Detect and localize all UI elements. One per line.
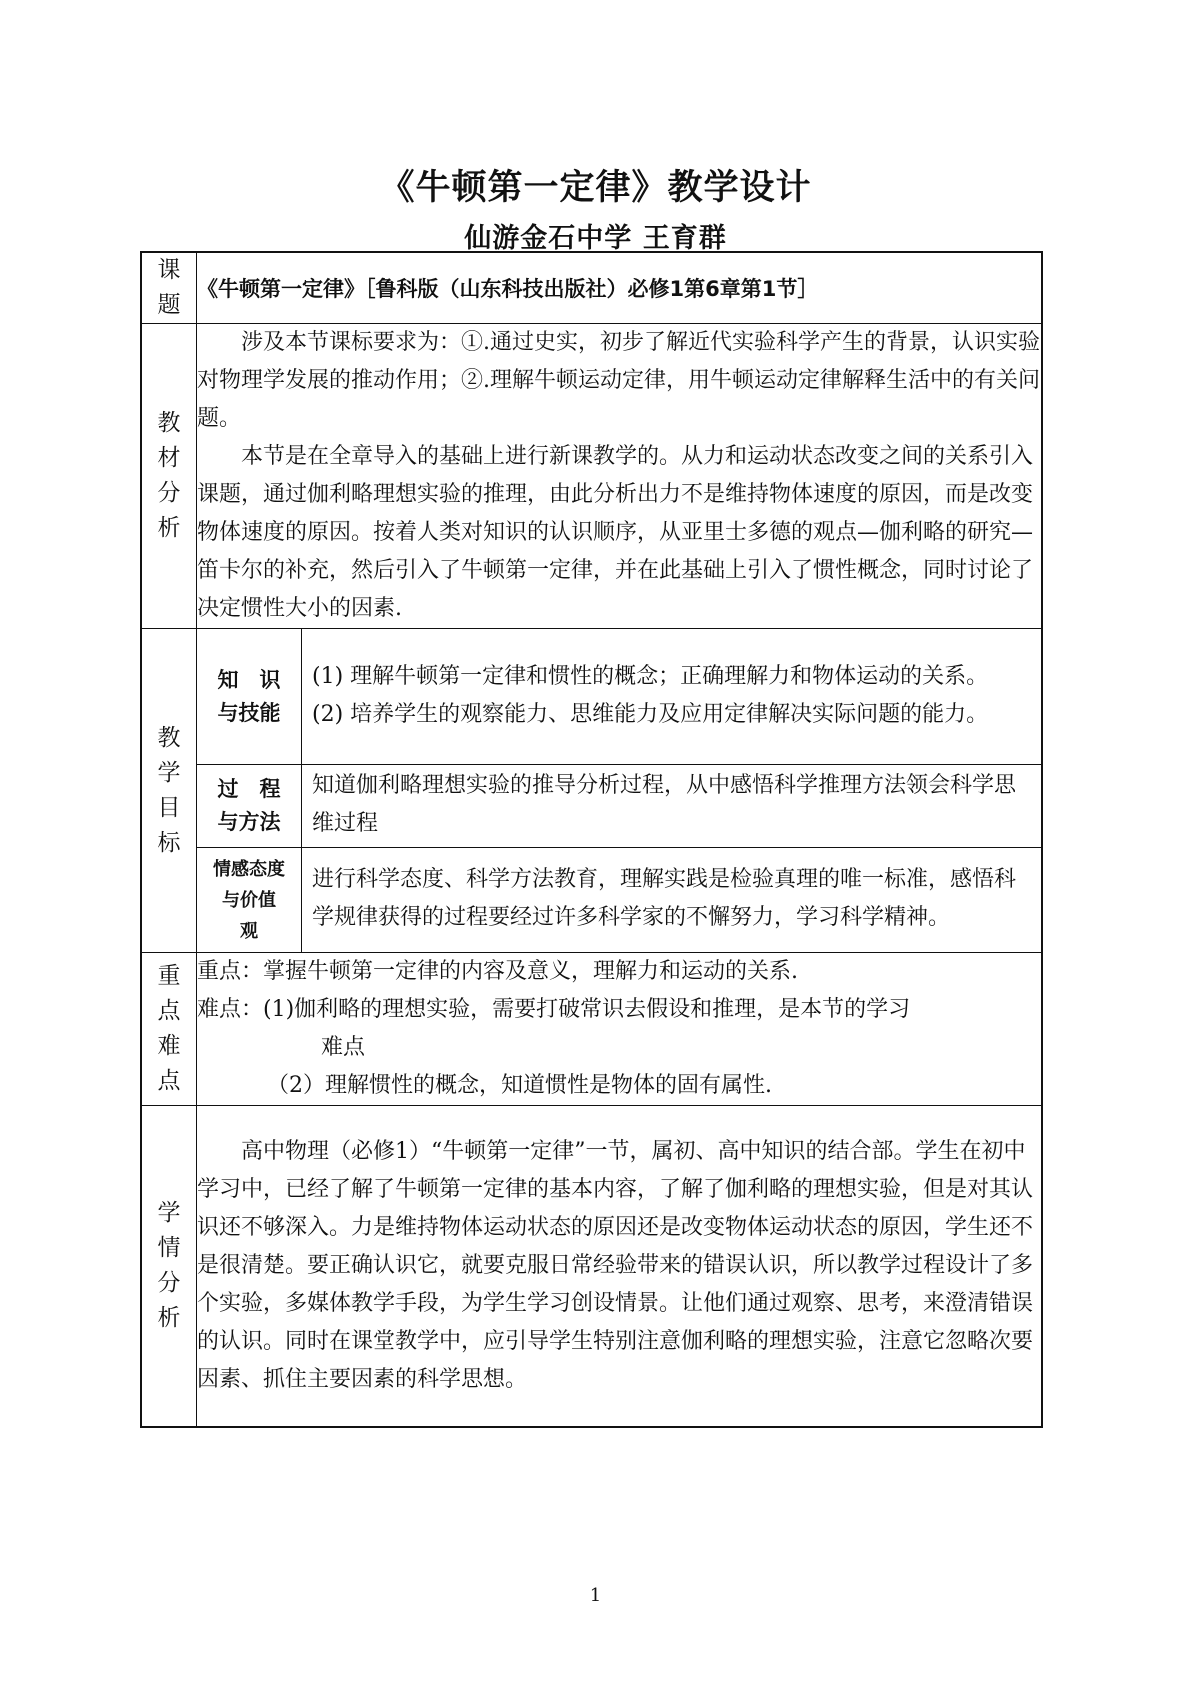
teaching-goals-content	[197, 629, 1043, 953]
goal-emotion-label: 情感态度 与价值 观	[197, 848, 302, 953]
textbook-analysis-content	[197, 324, 1043, 629]
key-point: 重点：掌握牛顿第一定律的内容及意义，理解力和运动的关系.	[197, 959, 798, 984]
goals-subtable	[197, 629, 1041, 952]
student-analysis-label: 学 情 分 析	[141, 1106, 197, 1428]
student-analysis-row	[141, 1106, 1042, 1428]
goal-knowledge-text: (1) 理解牛顿第一定律和惯性的概念；正确理解力和物体运动的关系。 (2) 培养学生的观察能力、思维能力及应用定律解决实际问题的能力。	[302, 629, 1042, 765]
subject-label: 课 题	[141, 252, 197, 324]
document-title: 《牛顿第一定律》教学设计	[379, 168, 812, 208]
textbook-analysis-label: 教 材 分 析	[141, 324, 197, 629]
teaching-goals-row	[141, 629, 1042, 953]
goal-knowledge-row	[197, 629, 1041, 765]
goal-process-text: 知道伽利略理想实验的推导分析过程，从中感悟科学推理方法领会科学思维过程	[302, 765, 1042, 848]
goal-process-row	[197, 765, 1041, 848]
teaching-goals-label: 教 学 目 标	[141, 629, 197, 953]
key-difficult-content	[197, 953, 1043, 1106]
textbook-paragraph: 本节是在全章导入的基础上进行新课教学的。从力和运动状态改变之间的关系引入课题，通过伽利略理想实验的推理，由此分析出力不是维持物体速度的原因，而是改变物体速度的原因。按着人类对知识的认识顺序，从亚里士多德的观点—伽利略的研究—笛卡尔的补充，然后引入了牛顿第一定律，并在此基础上引入了惯性概念，同时讨论了决定惯性大小的因素.	[197, 444, 1034, 621]
difficult-point-1: 难点：(1)伽利略的理想实验，需要打破常识去假设和推理，是本节的学习	[197, 997, 911, 1022]
author-line: 仙游金石中学 王育群	[464, 223, 727, 254]
student-analysis-paragraph: 高中物理（必修1）“牛顿第一定律”一节，属初、高中知识的结合部。学生在初中学习中，已经了解了牛顿第一定律的基本内容，了解了伽利略的理想实验，但是对其认识还不够深入。力是维持物体运动状态的原因还是改变物体运动状态的原因，学生还不是很清楚。要正确认识它，就要克服日常经验带来的错误认识，所以教学过程设计了多个实验，多媒体教学手段，为学生学习创设情景。让他们通过观察、思考，来澄清错误的认识。同时在课堂教学中，应引导学生特别注意伽利略的理想实验，注意它忽略次要因素、抓住主要因素的科学思想。	[197, 1139, 1034, 1392]
lesson-plan-table	[140, 251, 1043, 1428]
key-difficult-label: 重 点 难 点	[141, 953, 197, 1106]
key-difficult-row	[141, 953, 1042, 1106]
textbook-analysis-row	[141, 324, 1042, 629]
goal-process-label: 过 程 与方法	[197, 765, 302, 848]
subject-row	[141, 252, 1042, 324]
textbook-paragraph: 涉及本节课标要求为：①.通过史实，初步了解近代实验科学产生的背景，认识实验对物理学发展的推动作用；②.理解牛顿运动定律，用牛顿运动定律解释生活中的有关问题。	[197, 330, 1040, 431]
goal-emotion-row	[197, 848, 1041, 953]
difficult-point-2: （2）理解惯性的概念，知道惯性是物体的固有属性.	[267, 1073, 772, 1098]
difficult-point-1-continued: 难点	[321, 1035, 366, 1060]
goal-emotion-text: 进行科学态度、科学方法教育，理解实践是检验真理的唯一标准，感悟科学规律获得的过程要经过许多科学家的不懈努力，学习科学精神。	[302, 848, 1042, 953]
student-analysis-content	[197, 1106, 1043, 1428]
subject-content: 《牛顿第一定律》［鲁科版（山东科技出版社）必修1第6章第1节］	[197, 252, 1043, 324]
page-number: 1	[589, 1585, 602, 1606]
goal-knowledge-label: 知 识 与技能	[197, 629, 302, 765]
